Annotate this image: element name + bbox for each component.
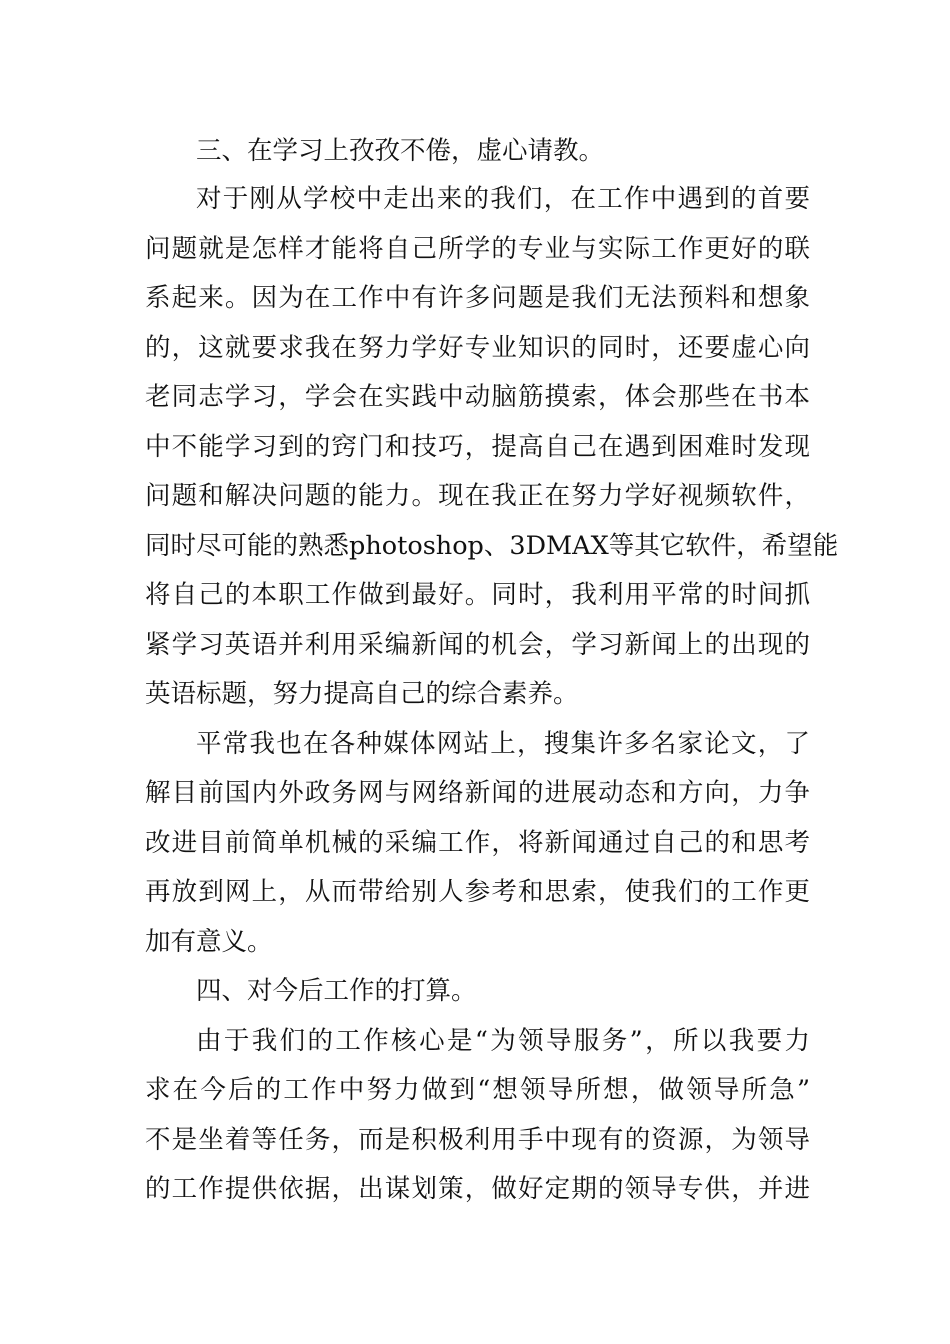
paragraph-line: 问题和解决问题的能力。现在我正在努力学好视频软件， (145, 481, 810, 511)
paragraph-line: 加有意义。 (145, 927, 273, 957)
paragraph-line: 将自己的本职工作做到最好。同时，我利用平常的时间抓 (145, 580, 810, 610)
paragraph-line: 由于我们的工作核心是“为领导服务”，所以我要力 (196, 1026, 810, 1056)
paragraph-line: 改进目前简单机械的采编工作，将新闻通过自己的和思考 (145, 828, 810, 858)
section-heading-4: 四、对今后工作的打算。 (196, 976, 477, 1006)
paragraph-line: 对于刚从学校中走出来的我们，在工作中遇到的首要 (196, 184, 810, 214)
section-heading-3: 三、在学习上孜孜不倦，虚心请教。 (196, 136, 605, 166)
paragraph-line: 解目前国内外政务网与网络新闻的进展动态和方向，力争 (145, 778, 810, 808)
paragraph-line: 求在今后的工作中努力做到“想领导所想，做领导所急” (145, 1075, 810, 1105)
paragraph-line: 中不能学习到的窍门和技巧，提高自己在遇到困难时发现 (145, 432, 810, 462)
paragraph-line: 的，这就要求我在努力学好专业知识的同时，还要虚心向 (145, 333, 810, 363)
paragraph-line: 英语标题，努力提高自己的综合素养。 (145, 679, 579, 709)
paragraph-line: 平常我也在各种媒体网站上，搜集许多名家论文，了 (196, 729, 810, 759)
paragraph-line: 紧学习英语并利用采编新闻的机会，学习新闻上的出现的 (145, 630, 810, 660)
paragraph-line: 不是坐着等任务，而是积极利用手中现有的资源，为领导 (145, 1125, 810, 1155)
paragraph-line: 系起来。因为在工作中有许多问题是我们无法预料和想象 (145, 283, 810, 313)
paragraph-line: 同时尽可能的熟悉photoshop、3DMAX等其它软件，希望能 (145, 531, 839, 561)
paragraph-line: 问题就是怎样才能将自己所学的专业与实际工作更好的联 (145, 234, 810, 264)
paragraph-line: 老同志学习，学会在实践中动脑筋摸索，体会那些在书本 (145, 382, 810, 412)
paragraph-line: 的工作提供依据，出谋划策，做好定期的领导专供，并进 (145, 1174, 810, 1204)
paragraph-line: 再放到网上，从而带给别人参考和思索，使我们的工作更 (145, 877, 810, 907)
